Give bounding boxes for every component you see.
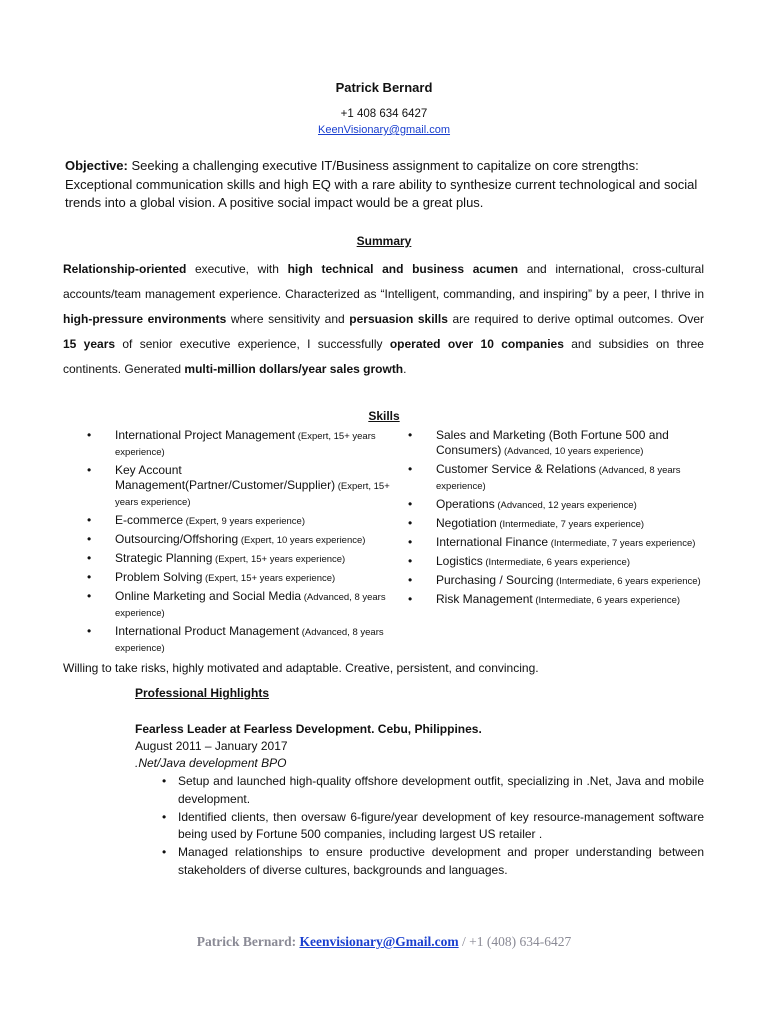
skill-item [408,554,706,570]
objective-text: Seeking a challenging executive IT/Business assignment to capitalize on core strengths: Exceptional communication skills and high EQ with a rare ability to synthesize current technological and social trends into a global vision. A positive social impact would be a great plus. [65,158,698,210]
summary-text: and subsidies on three continents. Generated [63,337,704,376]
skill-level: (Expert, 10 years experience) [238,535,366,546]
bullet-icon: • [408,535,413,549]
skill-level: (Intermediate, 6 years experience) [482,557,631,568]
summary-emphasis: Relationship-oriented [63,262,187,276]
bullet-icon: • [87,624,92,638]
summary-emphasis: 15 years [63,337,116,351]
bullet-icon: • [87,532,92,546]
skill-name: Risk Management [436,592,533,606]
summary-heading: Summary [356,234,412,248]
summary-text: are required to derive optimal outcomes. Over [447,312,704,326]
skills-heading: Skills [368,409,400,423]
skills-list-left [87,428,390,659]
footer-name: Patrick Bernard: [196,934,297,949]
skill-level: (Intermediate, 7 years experience) [496,519,645,530]
summary-text: and international, cross-cultural accounts/team management experience. Characterized as “Intelligent, commanding, and inspiring” by a peer, I thrive in [63,262,705,301]
company-description: .Net/Java development BPO [135,756,287,770]
skill-item [408,592,706,608]
skill-level: (Intermediate, 6 years experience) [532,595,681,606]
skill-name: Sales and Marketing (Both Fortune 500 and Consumers) [436,428,669,457]
bullet-icon: • [162,809,167,824]
skill-level: (Expert, 15+ years experience) [115,431,376,458]
skill-item [87,624,390,656]
phone-number: +1 408 634 6427 [340,108,428,120]
duty-item [162,773,704,808]
email-link[interactable]: KeenVisionary@gmail.com [317,124,451,136]
skill-name: International Finance [436,535,549,549]
duty-item [162,809,704,844]
bullet-icon: • [408,428,413,442]
skill-level: (Expert, 15+ years experience) [115,481,390,508]
skill-level: (Intermediate, 7 years experience) [548,538,696,549]
footer-email-link[interactable]: Keenvisionary@Gmail.com [299,934,459,949]
skill-name: Key Account Management(Partner/Customer/Supplier) [115,463,336,492]
footer-phone: +1 (408) 634-6427 [469,934,572,949]
objective-label: Objective: [65,158,128,173]
skill-item [87,428,390,460]
skill-name: Strategic Planning [115,551,213,565]
bullet-icon: • [87,570,92,584]
skill-item [87,463,390,510]
duty-text: Managed relationships to ensure productive development and proper understanding between stakeholders of diverse cultures, backgrounds and languages. [178,845,704,877]
duty-text: Setup and launched high-quality offshore development outfit, specializing in .Net, Java and mobile development. [178,774,704,806]
summary-emphasis: persuasion skills [349,312,448,326]
summary-paragraph [63,257,704,382]
bullet-icon: • [408,573,413,587]
skill-item [408,462,706,494]
skill-item [408,428,706,459]
bullet-icon: • [162,845,167,859]
bullet-icon: • [408,554,413,568]
bullet-icon: • [87,513,92,527]
skill-name: International Project Management [115,428,296,442]
skill-level: (Advanced, 8 years experience) [436,465,681,492]
skill-level: (Advanced, 12 years experience) [494,500,637,511]
skill-level: (Expert, 9 years experience) [183,516,305,527]
bullet-icon: • [87,463,92,477]
skill-name: Problem Solving [115,570,203,584]
skill-name: Negotiation [436,516,497,530]
skill-level: (Advanced, 8 years experience) [115,627,384,654]
highlights-heading: Professional Highlights [135,686,270,700]
skill-level: (Expert, 15+ years experience) [212,554,346,565]
skill-name: Customer Service & Relations [436,462,597,476]
bullet-icon: • [87,428,92,442]
duty-item [162,844,704,879]
skill-name: International Product Management [115,624,300,638]
skill-level: (Intermediate, 6 years experience) [553,576,701,587]
summary-emphasis: operated over 10 companies [389,337,564,351]
skill-name: Operations [436,497,495,511]
personal-traits: Willing to take risks, highly motivated and adaptable. Creative, persistent, and convincing. [63,661,539,675]
summary-text: where sensitivity and [226,312,350,326]
bullet-icon: • [162,774,167,788]
bullet-icon: • [408,497,413,511]
summary-text: of senior executive experience, I successfully [115,337,390,351]
skill-name: Online Marketing and Social Media [115,589,302,603]
skill-level: (Advanced, 8 years experience) [115,592,386,619]
skill-item [87,513,390,529]
summary-emphasis: high-pressure environments [63,312,227,326]
bullet-icon: • [87,551,92,565]
candidate-name: Patrick Bernard [335,80,433,95]
skill-item [408,497,706,513]
duties-list [162,773,704,880]
skills-list-right [408,428,706,611]
skill-item [87,532,390,548]
skill-item [408,573,706,589]
skill-name: Purchasing / Sourcing [436,573,554,587]
skill-item [87,570,390,586]
skill-item [87,551,390,567]
skill-item [408,535,706,551]
summary-text: executive, with [186,262,288,276]
summary-emphasis: multi-million dollars/year sales growth [184,362,404,376]
job-title: Fearless Leader at Fearless Development. Cebu, Philippines. [135,722,482,736]
skill-level: (Advanced, 10 years experience) [501,446,644,457]
skill-level: (Expert, 15+ years experience) [202,573,336,584]
bullet-icon: • [408,592,413,606]
job-dates: August 2011 – January 2017 [135,739,288,753]
skill-item [87,589,390,621]
bullet-icon: • [408,516,413,530]
skill-name: Outsourcing/Offshoring [115,532,239,546]
summary-emphasis: high technical and business acumen [287,262,519,276]
objective-paragraph [65,157,705,213]
skill-item [408,516,706,532]
bullet-icon: • [408,462,413,476]
duty-text: Identified clients, then oversaw 6-figure/year development of key resource-management software being used by Fortune 500 companies, including largest US retailer . [178,809,704,841]
footer [0,934,768,950]
bullet-icon: • [87,589,92,603]
skill-name: Logistics [436,554,483,568]
skill-name: E-commerce [115,513,184,527]
summary-text: . [403,362,407,376]
footer-separator: / [458,934,470,949]
